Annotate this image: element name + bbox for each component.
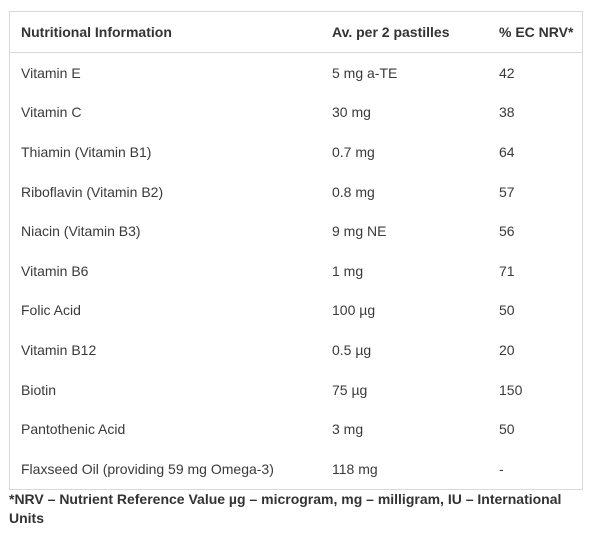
- nutrient-nrv: 57: [499, 183, 515, 200]
- table-row: [10, 132, 582, 172]
- table-row: [10, 409, 582, 449]
- nutrient-amount: 9 mg NE: [332, 223, 387, 240]
- nutrient-name: Vitamin C: [21, 104, 82, 121]
- nutrient-nrv: -: [499, 460, 504, 477]
- nutrient-name: Pantothenic Acid: [21, 421, 126, 438]
- table-row: [10, 211, 582, 251]
- nutrient-amount: 0.7 mg: [332, 143, 375, 160]
- table-row: [10, 251, 582, 291]
- header-nutritional-information: Nutritional Information: [10, 12, 321, 53]
- table-row: [10, 53, 582, 93]
- nutrient-nrv: 38: [499, 104, 515, 121]
- nutrient-name: Riboflavin (Vitamin B2): [21, 183, 164, 200]
- nutrient-amount: 0.5 µg: [332, 341, 372, 358]
- table-row: [10, 172, 582, 212]
- nutrient-nrv: 64: [499, 143, 515, 160]
- nutrient-amount: 100 µg: [332, 302, 376, 319]
- nutrient-amount: 118 mg: [332, 460, 378, 477]
- table-header-row: [10, 12, 582, 53]
- nutrient-amount: 5 mg a-TE: [332, 64, 398, 81]
- nutrient-name: Vitamin B12: [21, 341, 97, 358]
- nutrient-nrv: 20: [499, 341, 515, 358]
- nrv-footnote: *NRV – Nutrient Reference Value µg – microgram, mg – milligram, IU – International Units: [9, 491, 562, 526]
- nutrition-table-container: [9, 11, 583, 490]
- header-amount-per-serving: Av. per 2 pastilles: [321, 12, 488, 53]
- nutrient-nrv: 42: [499, 64, 515, 81]
- nutrient-name: Folic Acid: [21, 302, 81, 319]
- nutrient-name: Vitamin B6: [21, 262, 89, 279]
- nutrient-amount: 30 mg: [332, 104, 371, 121]
- nutrient-amount: 1 mg: [332, 262, 364, 279]
- nutrient-nrv: 50: [499, 421, 515, 438]
- table-row: [10, 291, 582, 331]
- nutrient-nrv: 150: [499, 381, 523, 398]
- nutrient-nrv: 50: [499, 302, 515, 319]
- nutrient-name: Biotin: [21, 381, 57, 398]
- nutrition-table: [10, 12, 582, 489]
- nutrient-nrv: 56: [499, 223, 515, 240]
- table-row: [10, 449, 582, 489]
- table-row: [10, 370, 582, 410]
- nutrient-name: Niacin (Vitamin B3): [21, 223, 141, 240]
- header-nrv-percent: % EC NRV*: [488, 12, 582, 53]
- nutrient-amount: 0.8 mg: [332, 183, 375, 200]
- nutrient-name: Thiamin (Vitamin B1): [21, 143, 152, 160]
- nutrient-name: Vitamin E: [21, 64, 81, 81]
- nutrient-amount: 3 mg: [332, 421, 364, 438]
- nutrient-name: Flaxseed Oil (providing 59 mg Omega-3): [21, 460, 274, 477]
- nutrient-amount: 75 µg: [332, 381, 368, 398]
- table-row: [10, 330, 582, 370]
- nutrient-nrv: 71: [499, 262, 515, 279]
- table-row: [10, 93, 582, 133]
